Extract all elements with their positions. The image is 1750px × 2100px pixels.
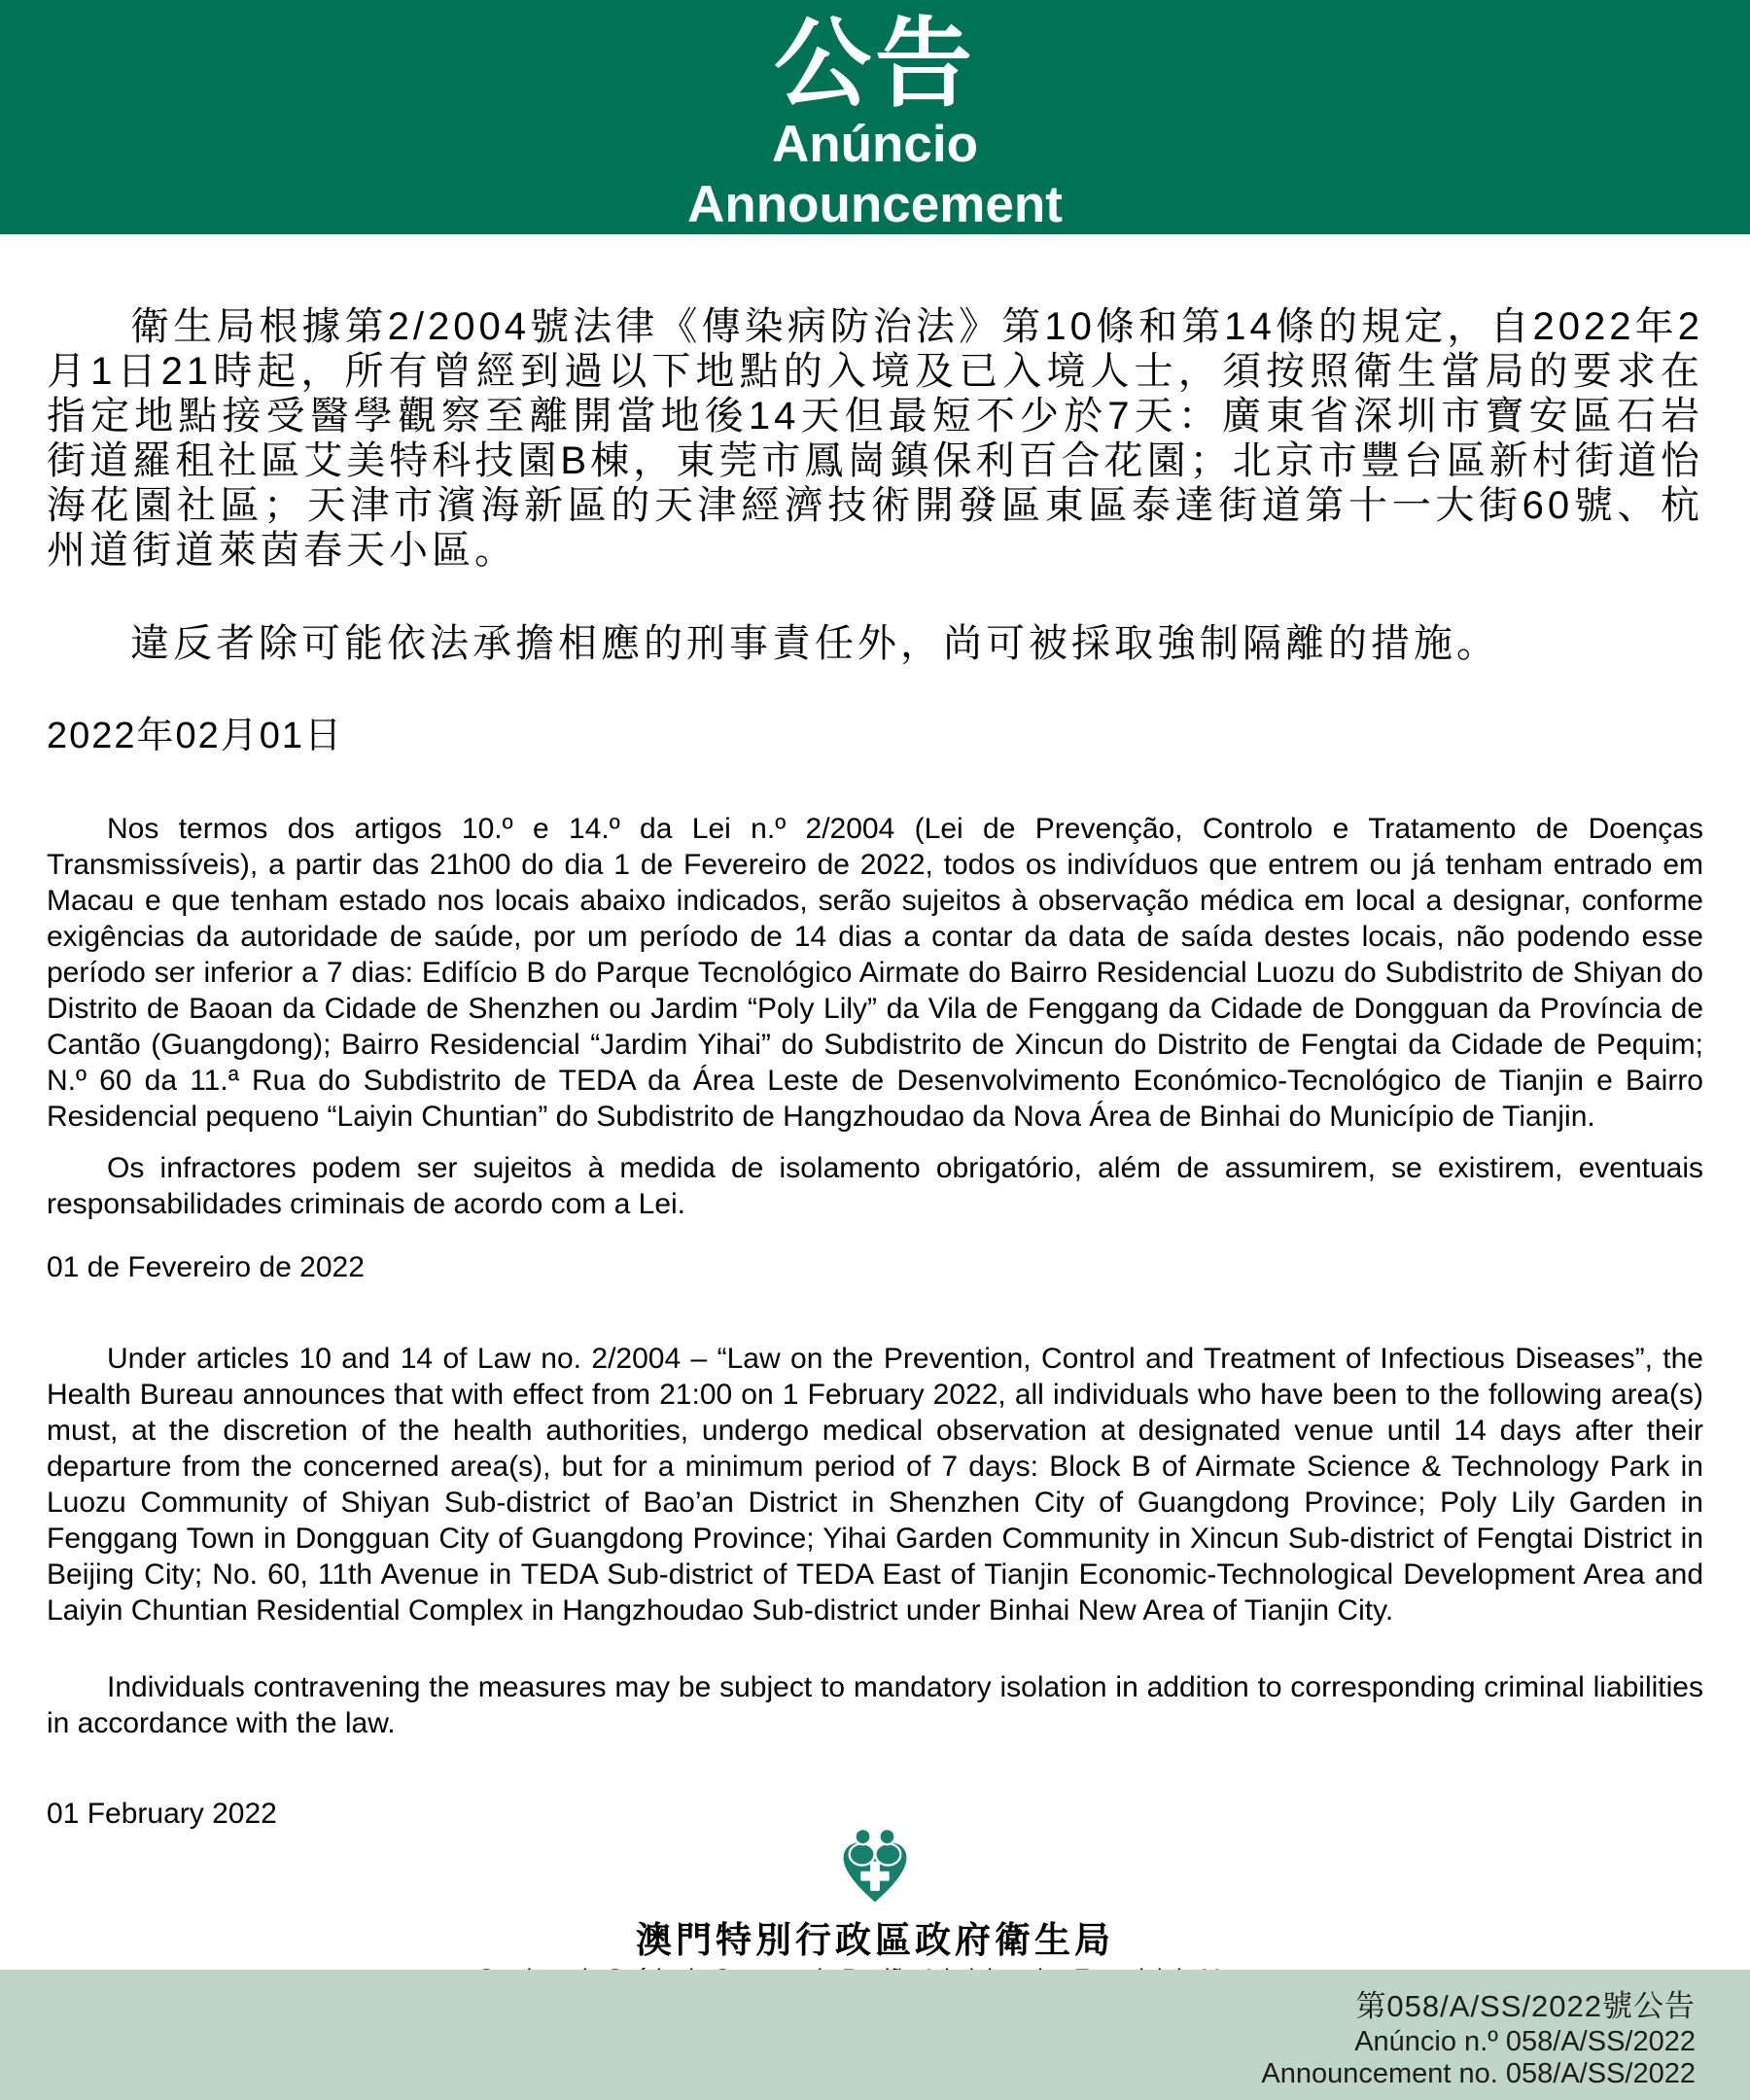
announcement-body [0, 304, 1750, 1831]
chinese-paragraph-1: 衛生局根據第2/2004號法律《傳染病防治法》第10條和第14條的規定，自2022年2月1日21時起，所有曾經到過以下地點的入境及已入境人士，須按照衛生當局的要求在指定地點接受醫學觀察至離開當地後14天但最短不少於7天：廣東省深圳市寶安區石岩街道羅租社區艾美特科技園B棟，東莞市鳳崗鎮保利百合花園；北京市豐台區新村街道怡海花園社區；天津市濱海新區的天津經濟技術開發區東區泰達街道第十一大街60號、杭州道街道萊茵春天小區。 [47, 305, 1703, 572]
english-date: 01 February 2022 [47, 1798, 277, 1830]
header-banner [0, 0, 1750, 234]
announcement-number-portuguese: Anúncio n.º 058/A/SS/2022 [1354, 2026, 1696, 2057]
announcement-number-english: Announcement no. 058/A/SS/2022 [1261, 2058, 1696, 2089]
portuguese-paragraph-2: Os infractores podem ser sujeitos à medida de isolamento obrigatório, além de assumirem, se existirem, eventuais responsabilidades criminais de acordo com a Lei. [47, 1152, 1703, 1220]
portuguese-date: 01 de Fevereiro de 2022 [47, 1251, 365, 1283]
issuer-name-chinese: 澳門特別行政區政府衛生局 [636, 1920, 1114, 1960]
english-paragraph-1: Under articles 10 and 14 of Law no. 2/2004 – “Law on the Prevention, Control and Treatment of Infectious Diseases”, the Health Bureau announces that with effect from 21:00 on 1 February 2022, all individuals who have been to the following area(s) must, at the discretion of the health authorities, undergo medical observation at designated venue until 14 days after their departure from the concerned area(s), but for a minimum period of 7 days: Block B of Airmate Science & Technology Park in Luozu Community of Shiyan Sub-district of Bao’an District in Shenzhen City of Guangdong Province; Poly Lily Garden in Fenggang Town in Dongguan City of Guangdong Province; Yihai Garden Community in Xincun Sub-district of Fengtai District in Beijing City; No. 60, 11th Avenue in TEDA Sub-district of TEDA East of Tianjin Economic-Technological Development Area and Laiyin Chuntian Residential Complex in Hangzhoudao Sub-district under Binhai New Area of Tianjin City. [47, 1343, 1703, 1627]
page-title-chinese: 公告 [774, 10, 976, 119]
page-title-english: Announcement [687, 175, 1063, 233]
chinese-paragraph-2: 違反者除可能依法承擔相應的刑事責任外，尚可被採取強制隔離的措施。 [130, 622, 1499, 665]
portuguese-paragraph-1: Nos termos dos artigos 10.º e 14.º da Lei n.º 2/2004 (Lei de Prevenção, Controlo e Tratamento de Doenças Transmissíveis), a partir das 21h00 do dia 1 de Fevereiro de 2022, todos os indivíduos que entrem ou já tenham entrado em Macau e que tenham estado nos locais abaixo indicados, serão sujeitos à observação médica em local a designar, conforme exigências da autoridade de saúde, por um período de 14 dias a contar da data de saída destes locais, não podendo esse período ser inferior a 7 dias: Edifício B do Parque Tecnológico Airmate do Bairro Residencial Luozu do Subdistrito de Shiyan do Distrito de Baoan da Cidade de Shenzhen ou Jardim “Poly Lily” da Vila de Fenggang da Cidade de Dongguan da Província de Cantão (Guangdong); Bairro Residencial “Jardim Yihai” do Subdistrito de Xincun do Distrito de Fengtai da Cidade de Pequim; N.º 60 da 11.ª Rua do Subdistrito de TEDA da Área Leste de Desenvolvimento Económico-Tecnológico de Tianjin e Bairro Residencial pequeno “Laiyin Chuntian” do Subdistrito de Hangzhoudao da Nova Área de Binhai do Município de Tianjin. [47, 813, 1703, 1133]
issuer-block [0, 1826, 1750, 1992]
footer-band [0, 1970, 1750, 2100]
chinese-date: 2022年02月01日 [47, 716, 344, 756]
page-title-portuguese: Anúncio [772, 116, 978, 173]
announcement-number-chinese: 第058/A/SS/2022號公告 [1355, 1989, 1696, 2023]
english-paragraph-2: Individuals contravening the measures may be subject to mandatory isolation in addition to corresponding criminal liabilities in accordance with the law. [47, 1671, 1703, 1739]
heart-cross-people-icon [829, 1826, 921, 1906]
